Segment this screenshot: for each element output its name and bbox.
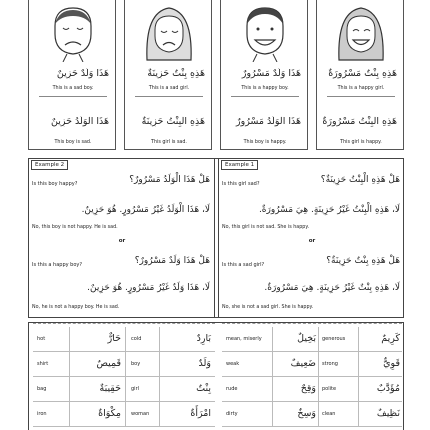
examples-section [28,158,404,318]
vocab-arabic: وَلَدٌ [198,358,211,369]
vocab-arabic: ضَعِيفٌ [290,358,316,369]
answer-english: No, this girl is not sad. She is happy. [222,225,309,230]
vocab-arabic: حَارٌّ [107,333,121,344]
vocabulary-table-left [33,327,215,427]
answer-arabic: لَا، هَذِهِ بِنْتٌ غَيْرُ حَزِينَةٍ. هِيَ مَسْرُورَةٌ. [264,283,400,293]
sad-girl-illustration [141,4,197,62]
vocab-english: polite [322,386,337,392]
vocab-row [33,352,215,377]
vocab-english: generous [322,336,346,342]
answer-arabic: لَا، هَذَا وَلَدٌ غَيْرُ مَسْرُورٍ. هُوَ حَزِينٌ. [87,283,210,293]
card-happy-boy [220,0,308,150]
vocab-english: dirty [226,411,238,417]
vocab-arabic: بَخِيلٌ [297,333,316,344]
vocab-arabic: قَمِيصٌ [96,358,121,369]
vocab-english: iron [37,411,47,417]
question-arabic: هَلْ هَذِهِ بِنْتٌ حَزِينَةٌ؟ [326,256,400,266]
answer-arabic: لَا، هَذَا الْوَلَدُ غَيْرُ مَسْرُورٍ. هُوَ حَزِينٌ. [81,205,210,215]
example-2-box [29,159,215,317]
vocab-arabic: وَسِخٌ [297,408,316,419]
card-english-2: This boy is sad. [54,140,92,145]
vocabulary-table-right [222,327,402,427]
vocab-english: hot [37,336,46,342]
vocabulary-section [28,322,404,430]
example-1-box [218,159,404,317]
sad-boy-illustration [45,4,101,62]
card-sad-boy [28,0,116,150]
card-english-2: This girl is sad. [151,140,187,145]
vocab-english: boy [131,361,141,367]
question-arabic: هَلْ هَذَا الْوَلَدُ مَسْرُورٌ؟ [129,175,210,185]
vocab-row [222,352,402,377]
question-english: Is this girl sad? [222,181,260,187]
card-arabic-2: هَذِهِ الْبِنْتُ مَسْرُورَةٌ [322,116,397,127]
vocab-english: mean, miserly [226,336,262,342]
vocab-english: bag [37,386,47,392]
answer-english: No, this boy is not happy. He is sad. [32,225,118,230]
vocab-arabic: مِكْوَاةٌ [98,408,121,419]
vocab-english: rude [226,386,238,392]
card-arabic-2: هَذَا الْوَلَدُ مَسْرُورٌ [236,116,301,127]
vocab-arabic: بَارِدٌ [196,333,211,344]
card-arabic-1: هَذَا وَلَدٌ مَسْرُورٌ [241,68,301,79]
question-arabic: هَلْ هَذِهِ الْبِنْتُ حَزِينَةٌ؟ [320,175,400,185]
card-arabic-1: هَذَا وَلَدٌ حَزِينٌ [56,68,109,79]
question-english: Is this boy happy? [32,181,78,187]
card-english-2: This girl is happy. [340,140,382,145]
vocab-row [222,377,402,402]
answer-english: No, he is not a happy boy. He is sad. [32,305,120,310]
card-english-1: This is a happy boy. [241,86,289,91]
answer-english: No, she is not a sad girl. She is happy. [222,305,314,310]
vocab-english: strong [322,361,338,367]
question-arabic: هَلْ هَذَا وَلَدٌ مَسْرُورٌ؟ [134,256,210,266]
vocab-arabic: امْرَأَةٌ [190,408,211,419]
vocab-arabic: قَوِيٌّ [383,358,400,369]
card-happy-girl [316,0,404,150]
question-english: Is this a sad girl? [222,262,265,268]
vocab-arabic: حَقِيبَةٌ [99,383,121,394]
vocab-row [33,377,215,402]
vocab-row [222,402,402,427]
vocab-row [222,327,402,352]
happy-girl-illustration [333,4,389,62]
vocab-arabic: بِنْتٌ [196,383,211,394]
question-english: Is this a happy boy? [32,262,83,268]
vocab-arabic: نَظِيفٌ [376,408,400,419]
vocab-row [33,327,215,352]
vocab-english: shirt [37,361,49,367]
card-arabic-1: هَذِهِ بِنْتٌ مَسْرُورَةٌ [328,68,397,79]
or-separator: or [308,238,316,244]
vocab-english: cold [131,336,142,342]
vocab-arabic: كَرِيمٌ [381,333,400,344]
vocab-arabic: وَقِحٌ [300,383,316,394]
card-arabic-2: هَذَا الْوَلَدُ حَزِينٌ [51,116,109,127]
vocab-english: clean [322,411,336,417]
card-english-1: This is a sad girl. [148,86,190,91]
vocab-english: woman [131,411,150,417]
card-sad-girl [124,0,212,150]
vocab-arabic: مُؤَدَّبٌ [376,383,400,394]
happy-boy-illustration [237,4,293,62]
answer-arabic: لَا، هَذِهِ الْبِنْتُ غَيْرُ حَزِينَةٍ. هِيَ مَسْرُورَةٌ. [258,205,400,215]
example-title: Example 2 [31,160,68,170]
card-english-2: This boy is happy. [243,140,287,145]
picture-cards [28,0,404,150]
card-arabic-1: هَذِهِ بِنْتٌ حَزِينَةٌ [147,68,205,79]
or-separator: or [118,238,126,244]
example-title: Example 1 [221,160,258,170]
card-english-1: This is a happy girl. [337,86,385,91]
vocab-english: girl [131,386,140,392]
vocab-english: weak [226,361,240,367]
card-arabic-2: هَذِهِ الْبِنْتُ حَزِينَةٌ [141,116,205,127]
card-english-1: This is a sad boy. [52,86,94,91]
vocab-row [33,402,215,427]
